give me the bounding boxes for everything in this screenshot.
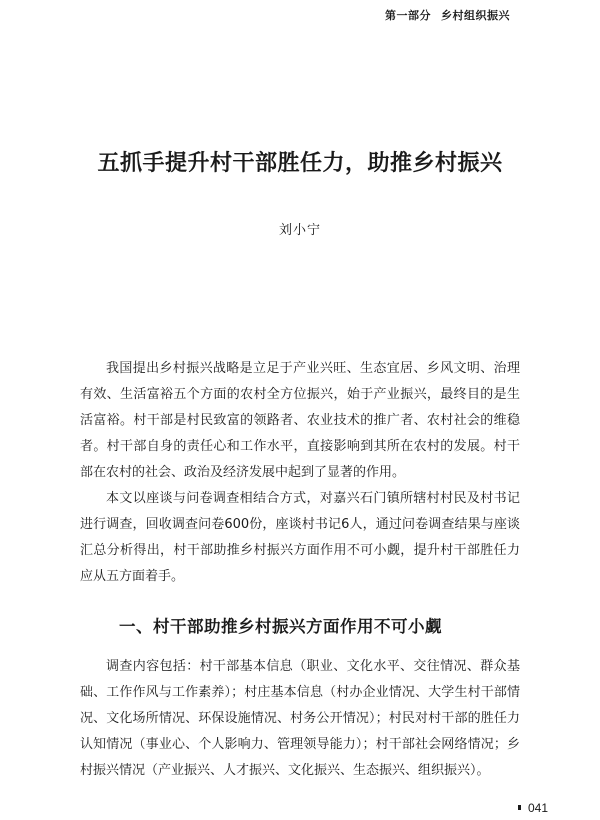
running-header-section: 乡村组织振兴 — [441, 9, 510, 22]
page-number-text: 041 — [528, 801, 549, 815]
intro-paragraph: 我国提出乡村振兴战略是立足于产业兴旺、生态宜居、乡风文明、治理有效、生活富裕五个方面的农村全方位振兴，始于产业振兴，最终目的是生活富裕。村干部是村民致富的领路者、农业技术的推广者、农村社会的维稳者。村干部自身的责任心和工作水平，直接影响到其所在农村的发展。村干部在农村的社会、政治及经济发展中起到了显著的作用。 — [80, 361, 520, 480]
article-author: 刘小宁 — [278, 223, 321, 238]
page-number-mark — [518, 805, 521, 810]
intro-paragraph: 本文以座谈与问卷调查相结合方式，对嘉兴石门镇所辖村村民及村书记进行调查，回收调查问卷600份，座谈村书记6人，通过问卷调查结果与座谈汇总分析得出，村干部助推乡村振兴方面作用不可小觑，提升村干部胜任力应从五方面着手。 — [80, 491, 520, 584]
running-header-part: 第一部分 — [385, 9, 431, 22]
page-number — [518, 801, 548, 815]
running-header — [385, 7, 510, 23]
article-title: 五抓手提升村干部胜任力，助推乡村振兴 — [97, 150, 503, 176]
intro-body — [80, 356, 520, 590]
section-heading: 一、村干部助推乡村振兴方面作用不可小觑 — [119, 617, 442, 636]
section-body — [80, 654, 520, 784]
section-paragraph: 调查内容包括：村干部基本信息（职业、文化水平、交往情况、群众基础、工作作风与工作素养）；村庄基本信息（村办企业情况、大学生村干部情况、文化场所情况、环保设施情况、村务公开情况）；村民对村干部的胜任力认知情况（事业心、个人影响力、管理领导能力）；村干部社会网络情况；乡村振兴情况（产业振兴、人才振兴、文化振兴、生态振兴、组织振兴）。 — [80, 659, 520, 778]
